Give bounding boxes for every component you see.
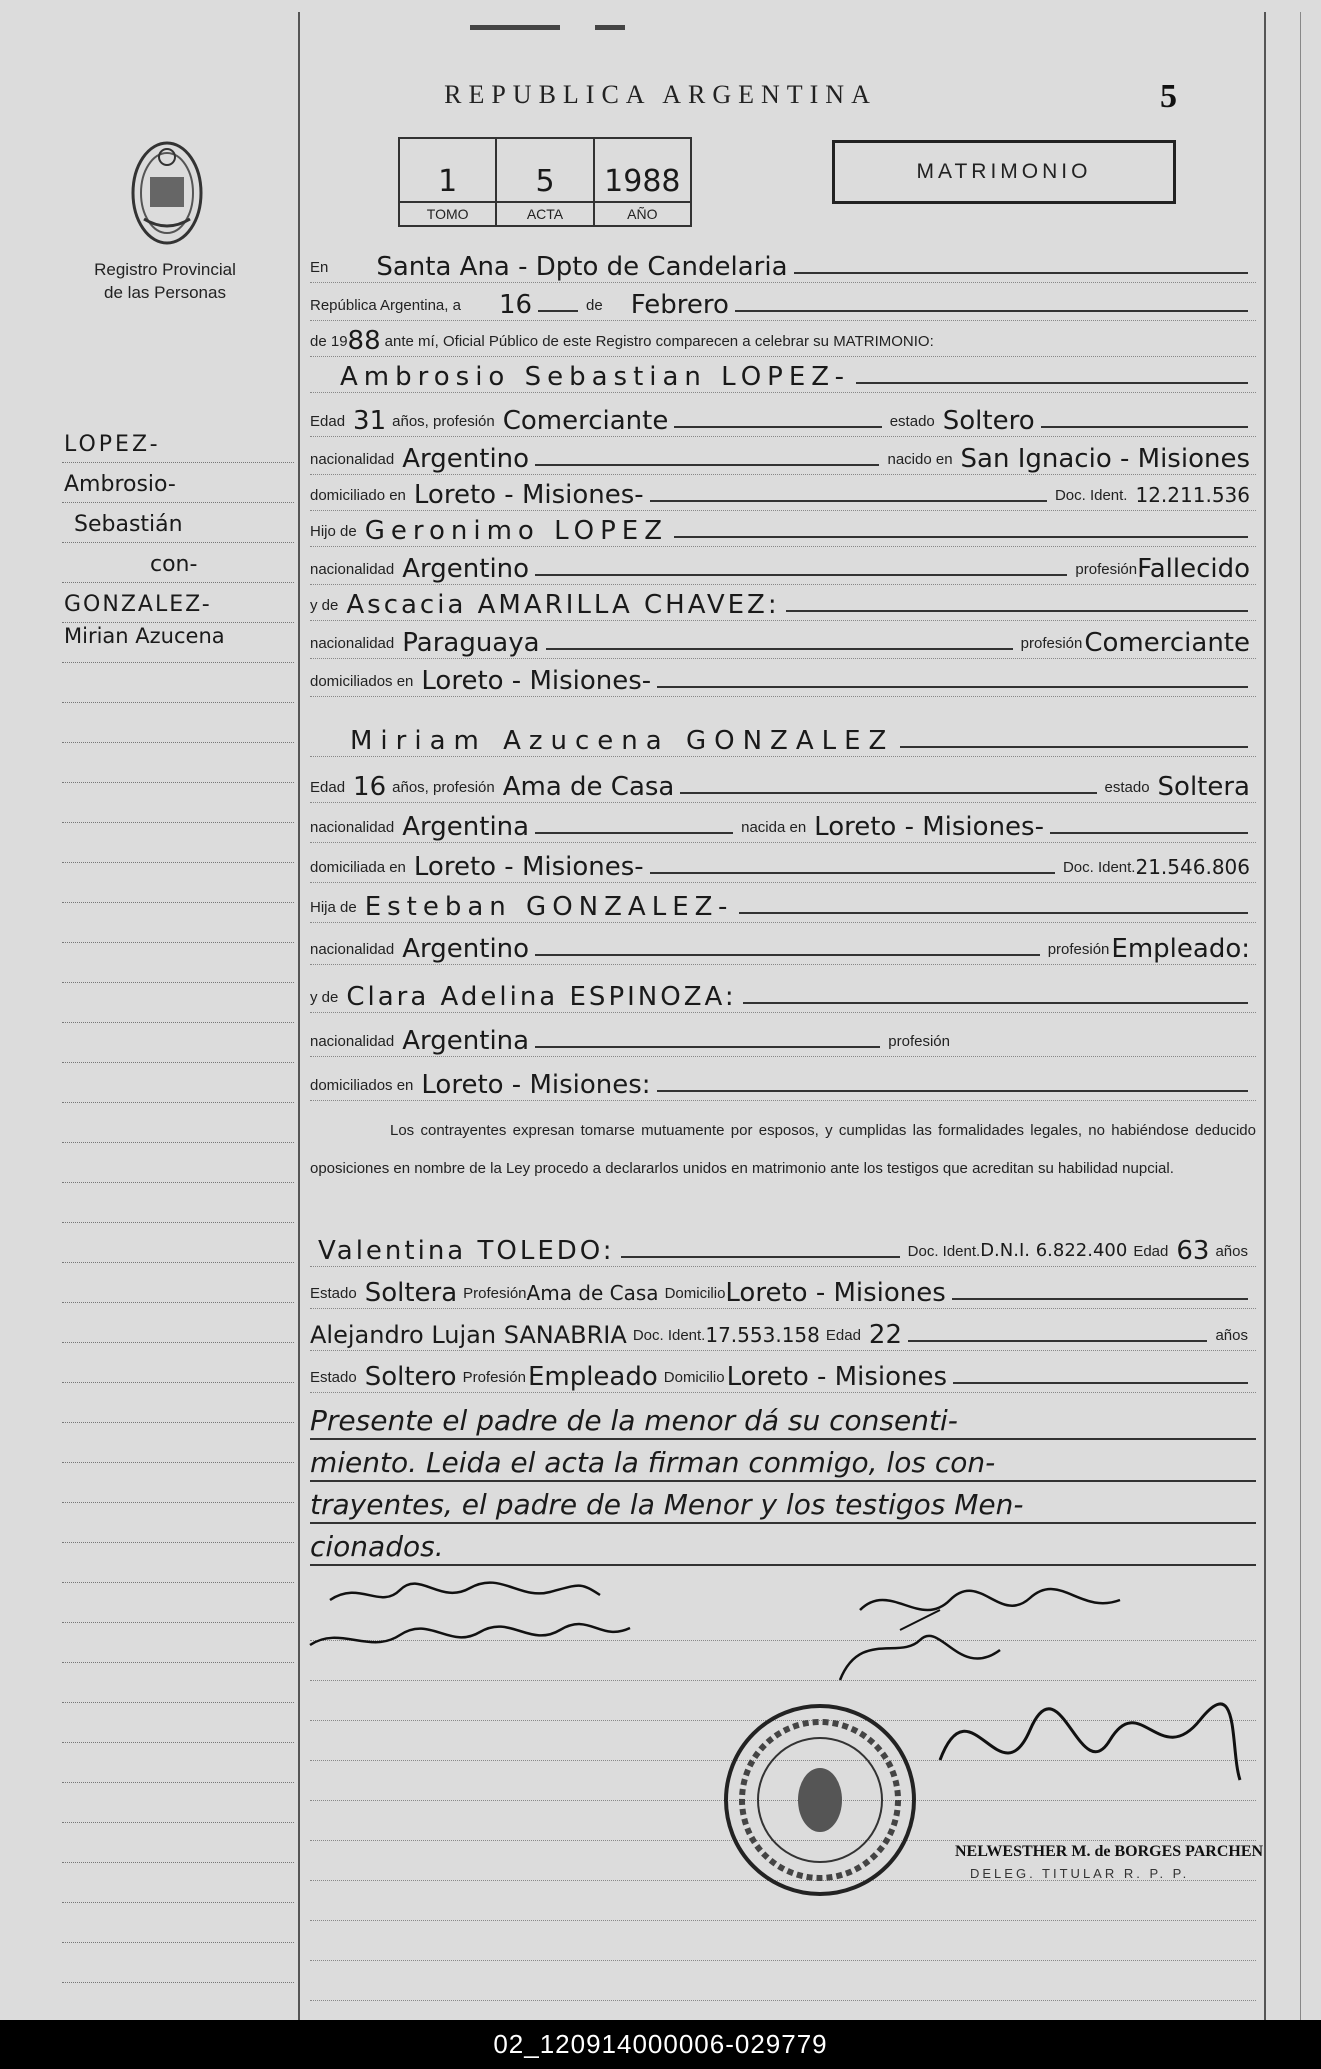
label-ante: ante mí, Oficial Público de este Registro comparecen a celebrar su MATRIMONIO: — [384, 333, 934, 350]
label-profesion: profesión — [1047, 941, 1110, 958]
label-edad: Edad — [1133, 1243, 1169, 1260]
margin-line — [62, 942, 294, 943]
margin-line — [62, 542, 294, 543]
groom-father-nationality: Argentino — [402, 554, 530, 584]
bride-doc: 21.546.806 — [1135, 855, 1250, 879]
fill-line — [743, 1002, 1248, 1004]
fill-line — [856, 382, 1248, 384]
label-doc-ident: Doc. Ident. — [1054, 487, 1128, 504]
witness-1-name: Valentina TOLEDO: — [318, 1236, 615, 1266]
label-estado: Estado — [310, 1369, 357, 1386]
label-hija-de: Hija de — [310, 899, 357, 916]
label-anos-profesion: años, profesión — [392, 779, 495, 796]
label-profesion: profesión — [1020, 635, 1083, 652]
fill-line — [674, 426, 881, 428]
right-rule — [1264, 12, 1266, 2020]
fill-line — [900, 746, 1248, 748]
fill-line — [650, 500, 1047, 502]
witness-2-profession: Empleado — [527, 1362, 658, 1392]
margin-line — [62, 1902, 294, 1903]
fill-line — [674, 536, 1248, 538]
row-date — [310, 286, 1256, 321]
row-groom-name — [310, 358, 1256, 393]
fill-line — [546, 648, 1013, 650]
label-profesion: profesión — [1075, 561, 1138, 578]
label-doc-ident: Doc. Ident. — [632, 1327, 706, 1344]
fill-line — [535, 574, 1067, 576]
row-bride-mother-nationality — [310, 1022, 1256, 1057]
bride-mother-nationality: Argentina — [402, 1026, 530, 1056]
margin-middlename-groom: Sebastián — [74, 512, 183, 537]
label-domiciliada-en: domiciliada en — [310, 859, 406, 876]
declaration-text: Los contrayentes expresan tomarse mutuamente por esposos, y cumplidas las formalidades legales, no habiéndose deducido oposiciones en nombre de la Ley procedo a declararlos unidos en matrimonio ante los testigos que acreditan su habilidad nupcial. — [310, 1122, 1256, 1177]
margin-line — [62, 1462, 294, 1463]
groom-domicile: Loreto - Misiones- — [413, 480, 644, 510]
margin-line — [62, 1662, 294, 1663]
margin-line — [62, 1822, 294, 1823]
acta-cell — [495, 139, 592, 225]
margin-line — [62, 702, 294, 703]
label-nacionalidad: nacionalidad — [310, 819, 395, 836]
groom-doc: 12.211.536 — [1135, 483, 1250, 507]
witness-1-status: Soltera — [364, 1278, 458, 1308]
label-anos: años — [1215, 1243, 1248, 1260]
ano-value: 1988 — [595, 139, 690, 203]
registry-label — [60, 258, 270, 304]
fill-line — [657, 1090, 1248, 1092]
fill-line — [786, 610, 1248, 612]
bride-mother: Clara Adelina ESPINOZA: — [346, 982, 737, 1012]
fill-line — [680, 792, 1096, 794]
label-profesion: Profesión — [462, 1369, 526, 1386]
top-mark — [595, 25, 625, 30]
row-groom-parents-domicile — [310, 662, 1256, 697]
fill-line — [952, 1298, 1248, 1300]
country-title: REPUBLICA ARGENTINA — [444, 80, 877, 109]
act-month: Febrero — [630, 290, 729, 320]
margin-line — [62, 1342, 294, 1343]
witness-2-status: Soltero — [364, 1362, 457, 1392]
margin-line — [62, 1502, 294, 1503]
margin-line — [62, 1382, 294, 1383]
fill-line — [1050, 832, 1248, 834]
tomo-value: 1 — [400, 139, 495, 203]
row-bride-domicile — [310, 848, 1256, 883]
label-domiciliados-en: domiciliados en — [310, 1077, 414, 1094]
label-estado: estado — [889, 413, 935, 430]
acta-value: 5 — [497, 139, 592, 203]
margin-surname-groom: LOPEZ- — [64, 432, 161, 457]
fill-line — [739, 912, 1248, 914]
margin-connector: con- — [150, 552, 198, 577]
groom-mother-nationality: Paraguaya — [402, 628, 540, 658]
margin-line — [62, 1182, 294, 1183]
margin-firstname-bride: Mirian Azucena — [64, 624, 225, 648]
bride-status: Soltera — [1157, 772, 1250, 802]
margin-line — [62, 1222, 294, 1223]
row-groom-domicile — [310, 476, 1256, 511]
fill-line — [650, 872, 1055, 874]
groom-profession: Comerciante — [502, 406, 669, 436]
label-anos: años — [1215, 1327, 1248, 1344]
margin-firstname-groom: Ambrosio- — [64, 472, 176, 497]
margin-line — [62, 1302, 294, 1303]
label-anos-profesion: años, profesión — [392, 413, 495, 430]
label-estado: estado — [1104, 779, 1150, 796]
registry-stamp — [720, 1700, 920, 1900]
witness-1-doc: D.N.I. 6.822.400 — [980, 1240, 1128, 1261]
label-edad: Edad — [310, 779, 346, 796]
label-edad: Edad — [825, 1327, 861, 1344]
row-witness-2-details — [310, 1358, 1256, 1393]
label-republica: República Argentina, a — [310, 297, 461, 314]
bride-father: Esteban GONZALEZ- — [364, 892, 734, 922]
groom-birthplace: San Ignacio - Misiones — [960, 444, 1250, 474]
row-groom-nationality — [310, 440, 1256, 475]
fill-line — [953, 1382, 1248, 1384]
margin-line — [62, 502, 294, 503]
margin-line — [62, 1622, 294, 1623]
row-bride-age — [310, 768, 1256, 803]
margin-line — [62, 822, 294, 823]
row-groom-father — [310, 512, 1256, 547]
margin-line — [62, 1782, 294, 1783]
official-name: NELWESTHER M. de BORGES PARCHEN — [955, 1843, 1264, 1860]
bride-birthplace: Loreto - Misiones- — [814, 812, 1044, 842]
row-witness-2 — [310, 1316, 1256, 1351]
bride-nationality: Argentina — [402, 812, 530, 842]
ano-cell — [593, 139, 690, 225]
margin-line — [62, 1702, 294, 1703]
witness-2-doc: 17.553.158 — [705, 1323, 820, 1347]
note-line-2: miento. Leida el acta la firman conmigo, los con- — [310, 1446, 1256, 1482]
margin-line — [62, 1422, 294, 1423]
fill-line — [535, 954, 1040, 956]
official-title: DELEG. TITULAR R. P. P. — [970, 1866, 1190, 1881]
margin-line — [62, 1742, 294, 1743]
label-nacionalidad: nacionalidad — [310, 561, 395, 578]
witness-1-domicile: Loreto - Misiones — [725, 1278, 946, 1308]
label-edad: Edad — [310, 413, 346, 430]
witness-1-age: 63 — [1176, 1236, 1210, 1266]
label-en: En — [310, 259, 329, 276]
label-domicilio: Domicilio — [664, 1285, 726, 1302]
fill-line — [621, 1256, 900, 1258]
margin-line — [62, 1022, 294, 1023]
row-bride-mother — [310, 978, 1256, 1013]
fill-line — [657, 686, 1248, 688]
row-groom-father-nationality — [310, 550, 1256, 585]
margin-line — [62, 862, 294, 863]
bride-father-profession: Empleado: — [1111, 934, 1250, 964]
fill-line — [1041, 426, 1248, 428]
label-de: de — [586, 297, 603, 314]
groom-father: Geronimo LOPEZ — [364, 516, 669, 546]
label-estado: Estado — [310, 1285, 357, 1302]
bride-parents-domicile: Loreto - Misiones: — [421, 1070, 651, 1100]
row-groom-age — [310, 402, 1256, 437]
label-nacionalidad: nacionalidad — [310, 635, 395, 652]
witness-2-age: 22 — [868, 1320, 903, 1350]
witness-2-signature — [840, 1636, 1000, 1680]
provincial-seal-icon — [130, 137, 204, 245]
margin-line — [62, 622, 294, 623]
label-domiciliados-en: domiciliados en — [310, 673, 414, 690]
margin-line — [62, 462, 294, 463]
groom-signature — [330, 1583, 600, 1600]
note-line-1: Presente el padre de la menor dá su consenti- — [310, 1404, 1256, 1440]
row-witness-1-details — [310, 1274, 1256, 1309]
page-number: 5 — [1160, 78, 1177, 115]
margin-line — [62, 1542, 294, 1543]
fill-line — [535, 1046, 880, 1048]
margin-line — [62, 1102, 294, 1103]
row-witness-1 — [310, 1232, 1256, 1267]
label-doc-ident: Doc. Ident. — [1062, 859, 1136, 876]
groom-parents-domicile: Loreto - Misiones- — [421, 666, 652, 696]
margin-line — [62, 1942, 294, 1943]
act-place: Santa Ana - Dpto de Candelaria — [376, 252, 788, 282]
label-profesion: Profesión — [463, 1285, 527, 1302]
label-nacionalidad: nacionalidad — [310, 451, 395, 468]
label-nacionalidad: nacionalidad — [310, 941, 395, 958]
witness-1-signature — [860, 1589, 1120, 1610]
ano-label: AÑO — [627, 206, 658, 222]
label-hijo-de: Hijo de — [310, 523, 357, 540]
groom-nationality: Argentino — [402, 444, 530, 474]
bride-father-nationality: Argentino — [402, 934, 530, 964]
act-day: 16 — [498, 290, 533, 320]
margin-line — [62, 982, 294, 983]
label-de19: de 19 — [310, 333, 348, 350]
bride-profession: Ama de Casa — [502, 772, 675, 802]
groom-mother: Ascacia AMARILLA CHAVEZ: — [346, 590, 780, 620]
fill-line — [794, 272, 1249, 274]
groom-name: Ambrosio Sebastian LOPEZ- — [340, 362, 851, 392]
margin-line — [62, 782, 294, 783]
tomo-cell — [400, 139, 495, 225]
note-line-3: trayentes, el padre de la Menor y los testigos Men- — [310, 1488, 1256, 1524]
witness-1-profession: Ama de Casa — [526, 1281, 659, 1305]
margin-surname-bride: GONZALEZ- — [64, 592, 212, 617]
fill-line — [908, 1340, 1207, 1342]
note-line-4: cionados. — [310, 1530, 1256, 1566]
label-nacionalidad: nacionalidad — [310, 1033, 395, 1050]
row-bride-parents-domicile — [310, 1066, 1256, 1101]
official-signature — [940, 1704, 1240, 1780]
page-edge — [1300, 12, 1301, 2020]
label-y-de: y de — [310, 989, 339, 1006]
fill-line — [735, 310, 1248, 312]
margin-line — [62, 1062, 294, 1063]
row-place — [310, 248, 1256, 283]
row-groom-mother-nationality — [310, 624, 1256, 659]
row-bride-father-nationality — [310, 930, 1256, 965]
row-bride-father — [310, 888, 1256, 923]
tomo-label: TOMO — [426, 206, 469, 222]
label-nacido-en: nacido en — [887, 451, 953, 468]
document-type-box: MATRIMONIO — [832, 140, 1176, 204]
groom-status: Soltero — [942, 406, 1035, 436]
record-number-table — [398, 137, 692, 227]
registry-line-2: de las Personas — [104, 283, 226, 302]
groom-mother-profession: Comerciante — [1084, 628, 1250, 658]
groom-father-profession: Fallecido — [1137, 554, 1250, 584]
margin-line — [62, 1862, 294, 1863]
margin-line — [62, 1262, 294, 1263]
label-doc-ident: Doc. Ident. — [907, 1243, 981, 1260]
row-year — [310, 322, 1256, 357]
bride-name: Miriam Azucena GONZALEZ — [350, 726, 895, 756]
registry-line-1: Registro Provincial — [94, 260, 236, 279]
groom-age: 31 — [353, 406, 387, 436]
witness-2-domicile: Loreto - Misiones — [726, 1362, 948, 1392]
margin-line — [62, 582, 294, 583]
margin-line — [62, 1982, 294, 1983]
fill-line — [535, 832, 733, 834]
label-domicilio: Domicilio — [663, 1369, 725, 1386]
bride-signature — [310, 1624, 630, 1645]
label-domiciliado-en: domiciliado en — [310, 487, 406, 504]
acta-label: ACTA — [526, 206, 564, 222]
margin-line — [62, 1142, 294, 1143]
margin-line — [62, 742, 294, 743]
row-bride-name — [310, 722, 1256, 757]
fill-line — [538, 310, 578, 312]
label-nacida-en: nacida en — [741, 819, 807, 836]
act-year-suffix: 88 — [347, 326, 381, 356]
top-mark — [470, 25, 560, 30]
bride-age: 16 — [353, 772, 387, 802]
fill-line — [535, 464, 879, 466]
signature-line — [310, 2000, 1256, 2001]
margin-line — [62, 662, 294, 663]
row-bride-nationality — [310, 808, 1256, 843]
label-profesion: profesión — [888, 1033, 950, 1050]
row-groom-mother — [310, 586, 1256, 621]
scan-id-footer: 02_120914000006-029779 — [0, 2020, 1321, 2069]
witness-2-name: Alejandro Lujan SANABRIA — [310, 1321, 627, 1349]
margin-line — [62, 1582, 294, 1583]
bride-domicile: Loreto - Misiones- — [413, 852, 644, 882]
margin-line — [62, 902, 294, 903]
label-y-de: y de — [310, 597, 339, 614]
